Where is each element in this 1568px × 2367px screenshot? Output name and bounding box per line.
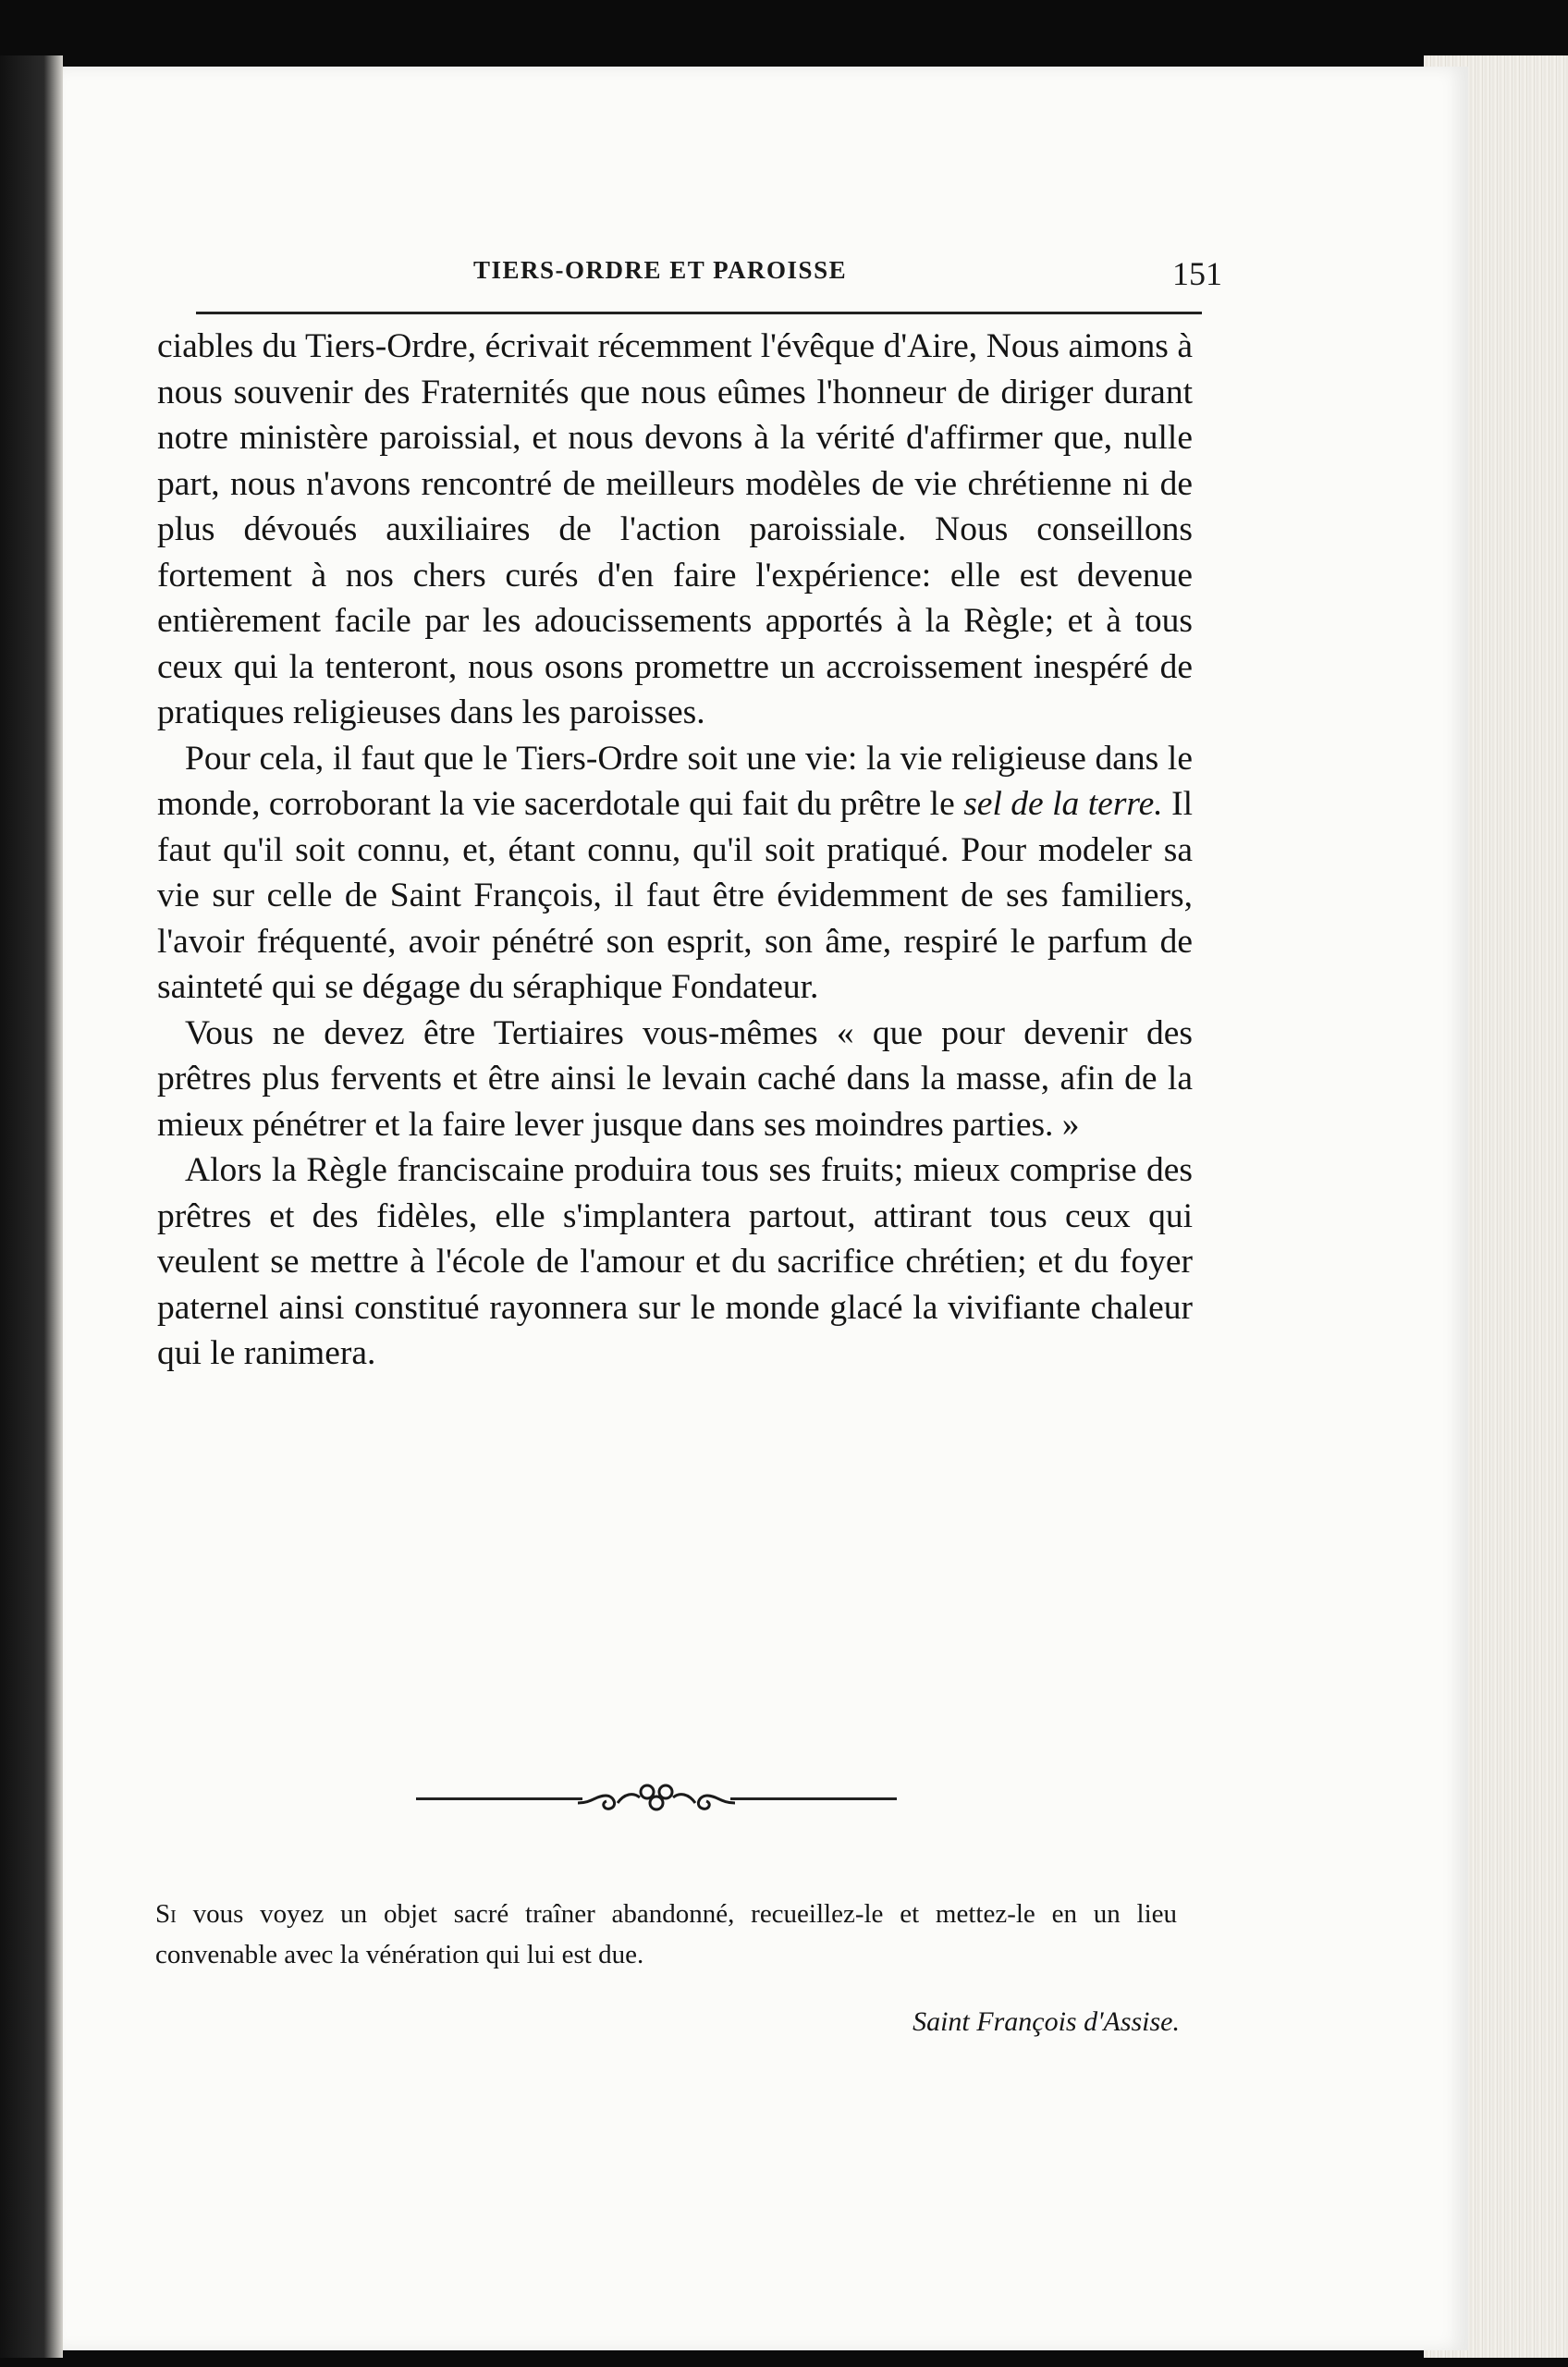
paragraph-3: Vous ne devez être Tertiaires vous-mêmes « que pour devenir des prêtres plus fervents et être ainsi le levain caché dans la masse, afin de la mieux pénétrer et la faire lever jusque dans ses moindres parties. »	[157, 1013, 1193, 1144]
quote-body: vous voyez un objet sacré traîner abandonné, recueillez-le et mettez-le en un lieu convenable avec la vénération qui lui est due.	[155, 1899, 1177, 1969]
quote-attribution: Saint François d'Assise.	[913, 2006, 1180, 2037]
paragraph-1: ciables du Tiers-Ordre, écrivait récemment l'évêque d'Aire, Nous aimons à nous souvenir des Fraternités que nous eûmes l'honneur de diriger durant notre ministère paroissial, et nous devons à la vérité d'affirmer que, nulle part, nous n'avons rencontré de meilleurs modèles de vie chrétienne ni de plus dévoués auxiliaires de l'action paroissiale. Nous conseillons fortement à nos chers curés d'en faire l'expérience: elle est devenue entièrement facile par les adoucissements apportés à la Règle; et à tous ceux qui la tenteront, nous osons promettre un accroissement inespéré de pratiques religieuses dans les paroisses.	[157, 327, 1193, 731]
page-header	[196, 236, 1222, 337]
page-number: 151	[1172, 255, 1222, 292]
paragraph-2	[157, 736, 1193, 1011]
book-gutter-shadow	[0, 55, 63, 2358]
header-rule	[196, 312, 1202, 314]
divider-line-left	[416, 1797, 582, 1800]
quote-text	[155, 1894, 1177, 1975]
paragraph-4: Alors la Règle franciscaine produira tous ses fruits; mieux comprise des prêtres et des fidèles, elle s'implantera partout, attirant tous ceux qui veulent se mettre à l'école de l'amour et du sacrifice chrétien; et du foyer paternel ainsi constitué rayonnera sur le monde glacé la vivifiante chaleur qui le ranimera.	[157, 1151, 1193, 1372]
paragraph-2-italic: sel de la terre.	[963, 785, 1163, 823]
epigraph-quote	[155, 1894, 1177, 1975]
running-head: TIERS-ORDRE ET PAROISSE	[473, 256, 848, 284]
divider-line-right	[730, 1797, 897, 1800]
paragraph-2-start: Pour cela, il faut que le Tiers-Ordre soit une vie: la vie religieuse dans le monde, corroborant la vie sacerdotale qui fait du prêtre le	[157, 739, 1193, 823]
fleuron-icon	[573, 1775, 740, 1820]
quote-lead: Si	[155, 1899, 177, 1929]
ornamental-divider	[416, 1775, 897, 1821]
paragraph-2-end: Il faut qu'il soit connu, et, étant connu, qu'il soit pratiqué. Pour modeler sa vie sur celle de Saint François, il faut être évidemment de ses familiers, l'avoir fréquenté, avoir pénétré son esprit, son âme, respiré le parfum de sainteté qui se dégage du séraphique Fondateur.	[157, 785, 1193, 1006]
body-text	[157, 324, 1193, 1377]
